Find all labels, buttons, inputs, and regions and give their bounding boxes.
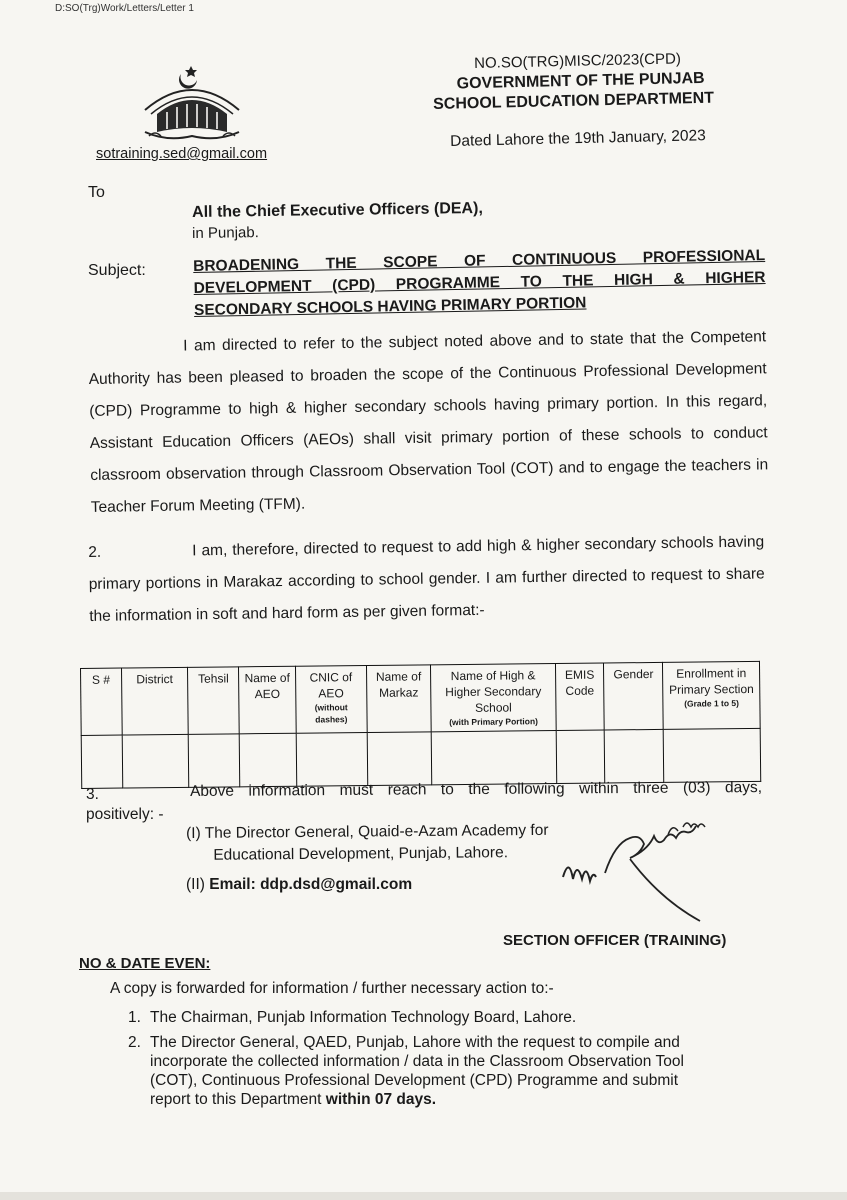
addressee: All the Chief Executive Officers (DEA), [192, 199, 483, 221]
file-path: D:SO(Trg)Work/Letters/Letter 1 [55, 3, 194, 14]
table-header: Name of Markaz [366, 665, 431, 733]
list-item [128, 1008, 728, 1027]
table-header: Tehsil [188, 667, 240, 735]
paragraph-3-continuation: positively: - [86, 806, 164, 823]
recipient-2-prefix: (II) [186, 876, 205, 893]
list-item-number: 1. [128, 1009, 141, 1026]
table-header: EMIS Code [555, 663, 605, 731]
table-header: CNIC of AEO (without dashes) [295, 666, 366, 734]
paragraph-3-text: Above information must reach to the following within three (03) days, [190, 779, 763, 800]
addressee-location: in Punjab. [192, 224, 259, 242]
paragraph-1-text: I am directed to refer to the subject noted above and to state that the Competent Authority has been pleased to broaden the scope of the Continuous Professional Development (CPD) Programme to high & higher secondary schools having primary portion. In this regard, Assistant Education Officers (AEOs) shall visit primary portion of these schools to conduct classroom observation through Classroom Observation Tool (COT) and to engage the teachers in Teacher Forum Meeting (TFM). [88, 328, 769, 516]
department-title: SCHOOL EDUCATION DEPARTMENT [432, 89, 715, 113]
list-item-number: 2. [128, 1034, 141, 1051]
table-header: S # [81, 668, 122, 735]
endorsement-heading: NO & DATE EVEN: [79, 955, 211, 972]
recipient-2-email[interactable]: Email: ddp.dsd@gmail.com [209, 876, 413, 893]
paragraph-2-number: 2. [88, 543, 102, 561]
recipient-1-line-1: (I) The Director General, Quaid-e-Azam Academy for [186, 821, 549, 842]
reference-number: NO.SO(TRG)MISC/2023(CPD) [474, 50, 682, 73]
paragraph-3-number: 3. [86, 786, 99, 803]
letter-date: Dated Lahore the 19th January, 2023 [450, 127, 706, 150]
deadline-emphasis: within 07 days. [325, 1091, 437, 1108]
list-item-text: The Chairman, Punjab Information Technology Board, Lahore. [150, 1009, 577, 1026]
department-email[interactable]: sotraining.sed@gmail.com [96, 146, 268, 162]
subject-line: SECONDARY SCHOOLS HAVING PRIMARY PORTION [193, 294, 587, 319]
signatory-designation: SECTION OFFICER (TRAINING) [503, 932, 727, 949]
subject-label: Subject: [88, 262, 146, 279]
recipient-1 [186, 820, 549, 867]
subject-line: BROADENING THE SCOPE OF CONTINUOUS PROFESSIONAL [193, 247, 766, 275]
recipient-2 [186, 876, 412, 894]
punjab-government-emblem-icon [137, 62, 247, 142]
format-table [80, 661, 761, 789]
government-title: GOVERNMENT OF THE PUNJAB [456, 69, 705, 93]
table-header: Name of AEO [239, 666, 296, 734]
paragraph-1 [88, 321, 769, 524]
table-header: Enrollment in Primary Section (Grade 1 to 5) [663, 661, 760, 729]
table-header: Gender [604, 662, 664, 730]
list-item [128, 1033, 728, 1109]
list-item-text: The Director General, QAED, Punjab, Lahore with the request to compile and incorporate the collected information / data in the Classroom Observation Tool (COT), Continuous Professional Development (CPD) Programme and submit report to this Department within 07 days. [150, 1034, 684, 1108]
paragraph-2-text: I am, therefore, directed to request to add high & higher secondary schools having primary portions in Marakaz according to school gender. I am further directed to request to share the information in soft and hard form as per given format:- [88, 533, 765, 625]
endorsement-list [128, 1008, 728, 1115]
subject-text [193, 245, 766, 322]
table-header: District [121, 667, 188, 735]
to-label: To [88, 184, 105, 201]
handwritten-signature [555, 815, 755, 935]
endorsement-intro: A copy is forwarded for information / further necessary action to:- [110, 980, 554, 997]
table-header: Name of High & Higher Secondary School (with Primary Portion) [431, 664, 556, 732]
paragraph-2 [88, 526, 765, 633]
scan-bottom-edge [0, 1192, 847, 1200]
letterhead [432, 49, 714, 115]
recipient-1-line-2: Educational Development, Punjab, Lahore. [213, 844, 509, 864]
subject-line: DEVELOPMENT (CPD) PROGRAMME TO THE HIGH & HIGHER [193, 269, 766, 297]
